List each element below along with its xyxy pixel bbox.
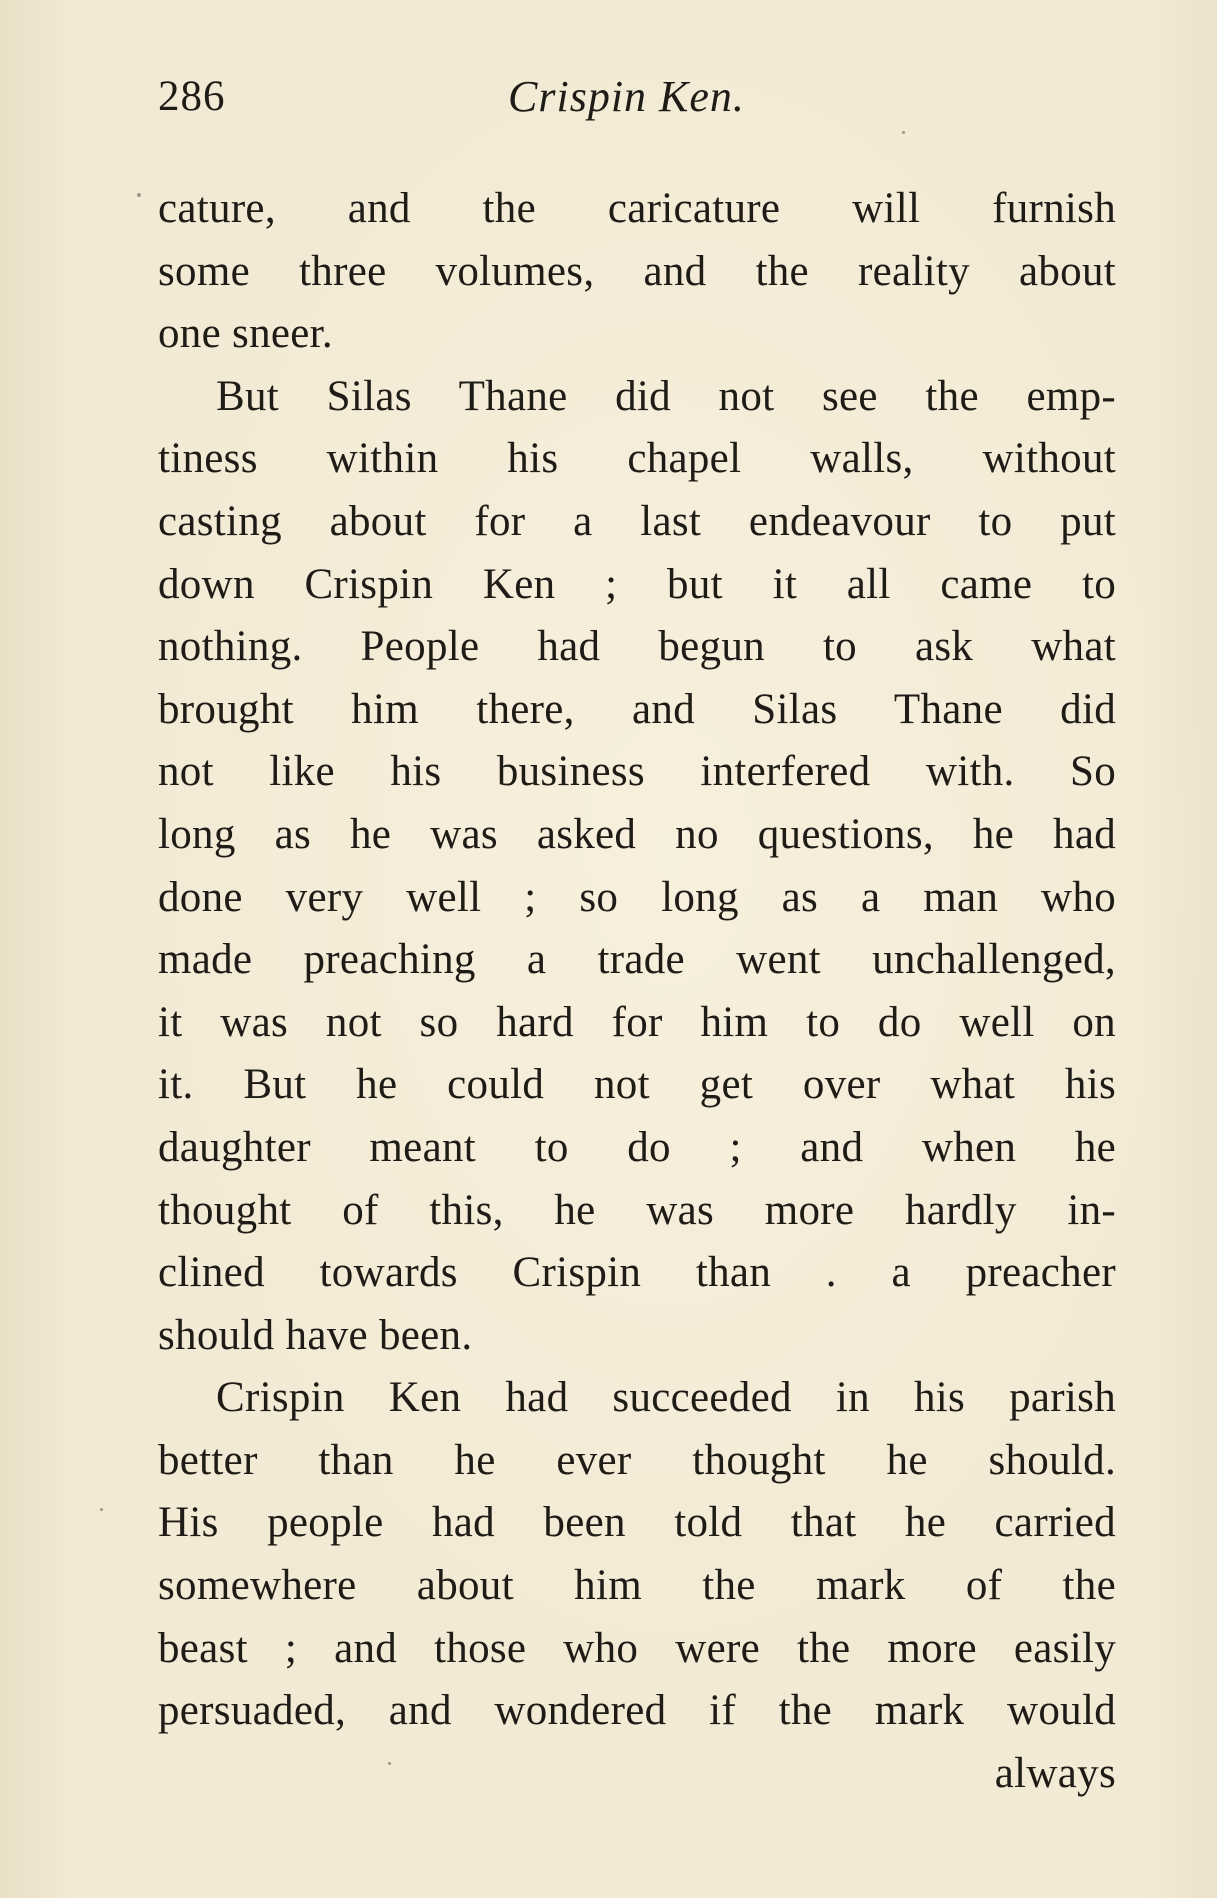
text-line: it was not so hard for him to do well on (158, 998, 1116, 1046)
paper-speck (902, 131, 905, 134)
text-line: thought of this, he was more hardly in- (158, 1186, 1116, 1234)
text-line: cature, and the caricature will furnish (158, 185, 1116, 232)
text-line: tiness within his chapel walls, without (158, 435, 1116, 483)
text-line: daughter meant to do ; and when he (158, 1123, 1116, 1171)
paragraph-start-line: But Silas Thane did not see the emp- (216, 372, 1116, 420)
text-line: down Crispin Ken ; but it all came to (158, 560, 1116, 608)
text-line: done very well ; so long as a man who (158, 873, 1116, 921)
text-line: better than he ever thought he should. (158, 1436, 1116, 1484)
page-header (158, 62, 1118, 132)
text-line: not like his business interfered with. So (158, 748, 1116, 796)
text-line: should have been. (158, 1311, 473, 1359)
paper-speck (100, 1508, 103, 1511)
page-number: 286 (158, 73, 226, 120)
text-line: persuaded, and wondered if the mark would (158, 1687, 1116, 1735)
text-line: casting about for a last endeavour to put (158, 497, 1116, 545)
text-line: nothing. People had begun to ask what (158, 623, 1116, 671)
body-text (158, 178, 1116, 1805)
text-line: long as he was asked no questions, he had (158, 810, 1116, 858)
text-line: His people had been told that he carried (158, 1499, 1116, 1547)
text-line: one sneer. (158, 310, 333, 358)
text-line: it. But he could not get over what his (158, 1061, 1116, 1109)
catchword: always (994, 1749, 1116, 1797)
text-line: clined towards Crispin than . a preacher (158, 1249, 1116, 1297)
paragraph-start-line: Crispin Ken had succeeded in his parish (216, 1374, 1116, 1422)
paper-speck (137, 193, 141, 197)
text-line: brought him there, and Silas Thane did (158, 685, 1116, 733)
text-line: made preaching a trade went unchallenged, (158, 936, 1116, 984)
text-line: some three volumes, and the reality about (158, 247, 1116, 295)
running-head: Crispin Ken. (508, 72, 745, 121)
text-line: beast ; and those who were the more easily (158, 1624, 1116, 1672)
text-line: somewhere about him the mark of the (158, 1562, 1116, 1610)
paper-speck (388, 1762, 391, 1765)
